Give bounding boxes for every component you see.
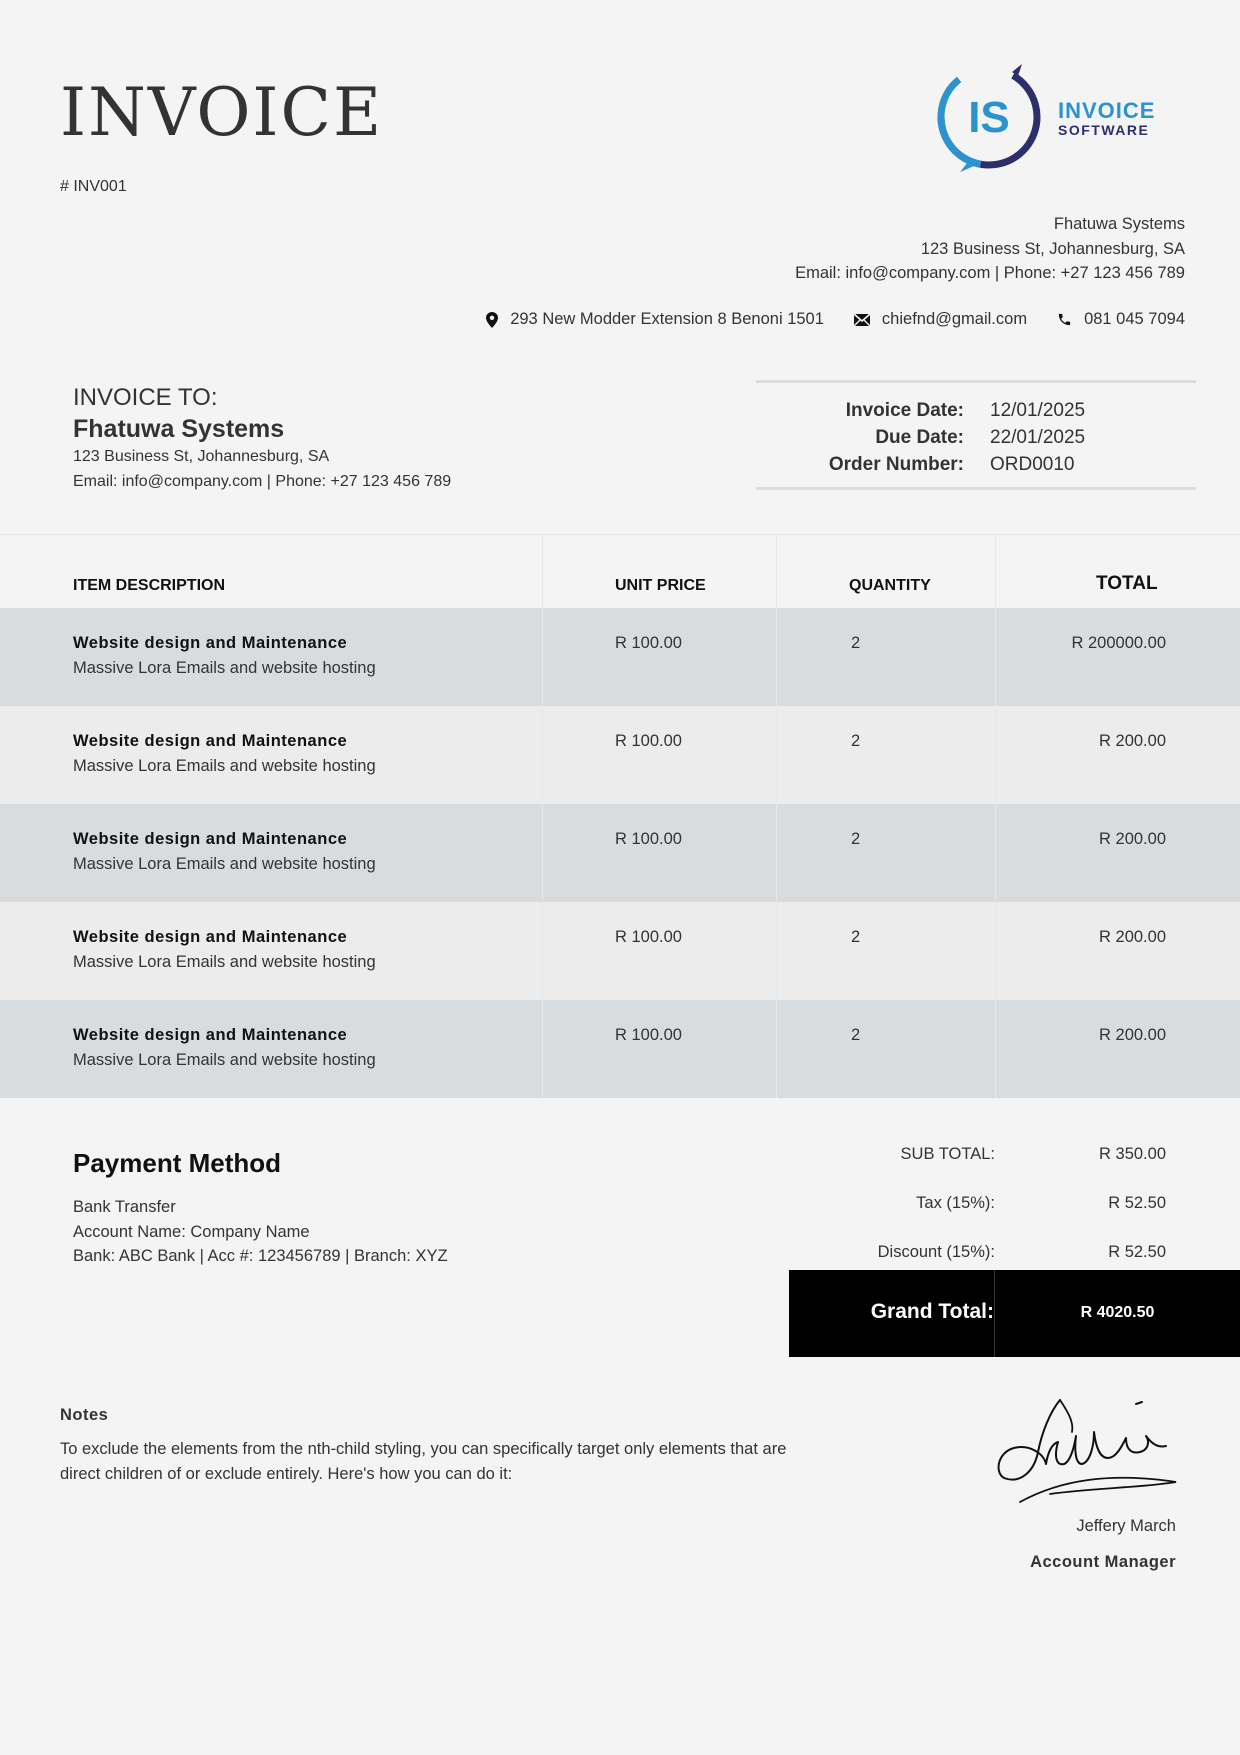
table-row [0, 804, 1240, 902]
bill-to-contact: Email: info@company.com | Phone: +27 123 456 789 [73, 473, 452, 490]
order-number-value: ORD0010 [990, 453, 1075, 475]
tax-row [789, 1179, 1240, 1228]
table-row [0, 608, 1240, 706]
item-unit-price: R 100.00 [543, 1000, 777, 1098]
payment-bank-details: Bank: ABC Bank | Acc #: 123456789 | Branch: XYZ [73, 1247, 448, 1265]
due-date-label: Due Date: [875, 426, 964, 448]
item-subtitle: Massive Lora Emails and website hosting [73, 953, 376, 971]
item-title: Website design and Maintenance [73, 634, 348, 652]
contact-email[interactable] [854, 310, 1027, 329]
item-title: Website design and Maintenance [73, 732, 348, 750]
logo-text-invoice: INVOICE [1058, 98, 1156, 123]
bill-to-section [73, 384, 451, 494]
grand-total-bar [789, 1270, 1240, 1357]
notes-title: Notes [60, 1406, 109, 1424]
item-quantity: 2 [777, 902, 996, 1000]
envelope-icon [854, 313, 870, 327]
phone-icon [1057, 312, 1072, 327]
due-date-value: 22/01/2025 [990, 426, 1086, 448]
signer-name: Jeffery March [1076, 1517, 1176, 1535]
item-quantity: 2 [777, 804, 996, 902]
payment-account-name: Account Name: Company Name [73, 1222, 310, 1241]
tax-value: R 52.50 [1108, 1194, 1166, 1212]
invoice-date-row [756, 397, 1196, 424]
table-row [0, 902, 1240, 1000]
subtotal-label: SUB TOTAL: [900, 1145, 995, 1163]
order-number-row [756, 451, 1196, 478]
table-row [0, 706, 1240, 804]
item-total: R 200.00 [1099, 1026, 1166, 1044]
tax-label: Tax (15%): [916, 1194, 995, 1212]
bill-to-name: Fhatuwa Systems [73, 415, 285, 443]
notes-text: To exclude the elements from the nth-child styling, you can specifically target only elements that are direct children of or exclude entirely. Here's how you can do it: [60, 1440, 787, 1483]
totals-section [789, 1130, 1240, 1277]
item-unit-price: R 100.00 [543, 804, 777, 902]
item-description-cell [0, 608, 543, 706]
contact-address [486, 310, 824, 329]
payment-method-section [73, 1148, 448, 1269]
company-name: Fhatuwa Systems [1053, 215, 1185, 233]
item-unit-price: R 100.00 [543, 608, 777, 706]
bill-to-label: INVOICE TO: [73, 384, 218, 411]
grand-total-label: Grand Total: [789, 1270, 995, 1357]
items-table [0, 534, 1240, 1098]
table-row [0, 1000, 1240, 1098]
payment-method-title: Payment Method [73, 1148, 282, 1178]
header-total: TOTAL [1096, 573, 1158, 594]
invoice-number: # INV001 [60, 178, 127, 195]
bill-to-address: 123 Business St, Johannesburg, SA [73, 448, 330, 465]
signer-role: Account Manager [1030, 1553, 1176, 1571]
item-title: Website design and Maintenance [73, 928, 348, 946]
item-unit-price: R 100.00 [543, 902, 777, 1000]
discount-label: Discount (15%): [877, 1243, 995, 1261]
table-header-row [0, 534, 1240, 608]
grand-total-value: R 4020.50 [1080, 1304, 1155, 1321]
company-info [795, 212, 1185, 286]
contact-address-text: 293 New Modder Extension 8 Benoni 1501 [510, 310, 824, 328]
item-total: R 200.00 [1099, 928, 1166, 946]
company-address: 123 Business St, Johannesburg, SA [920, 239, 1185, 258]
header-unit-price: UNIT PRICE [543, 535, 777, 608]
item-total: R 200000.00 [1071, 634, 1166, 652]
invoice-date-label: Invoice Date: [845, 399, 964, 421]
item-quantity: 2 [777, 608, 996, 706]
item-unit-price: R 100.00 [543, 706, 777, 804]
item-description-cell [0, 902, 543, 1000]
notes-section [60, 1406, 820, 1486]
company-contact: Email: info@company.com | Phone: +27 123 456 789 [795, 264, 1185, 282]
due-date-row [756, 424, 1196, 451]
item-quantity: 2 [777, 706, 996, 804]
item-subtitle: Massive Lora Emails and website hosting [73, 757, 376, 775]
item-description-cell [0, 706, 543, 804]
item-title: Website design and Maintenance [73, 830, 348, 848]
item-total: R 200.00 [1099, 732, 1166, 750]
subtotal-value: R 350.00 [1099, 1145, 1166, 1163]
payment-method-type: Bank Transfer [73, 1198, 176, 1216]
contact-email-text[interactable]: chiefnd@gmail.com [881, 310, 1028, 328]
item-subtitle: Massive Lora Emails and website hosting [73, 855, 376, 873]
logo-text-software: SOFTWARE [1058, 122, 1150, 138]
item-description-cell [0, 1000, 543, 1098]
item-subtitle: Massive Lora Emails and website hosting [73, 1051, 376, 1069]
header-quantity: QUANTITY [777, 535, 996, 608]
logo-letters: IS [968, 93, 1010, 142]
header-item-description: ITEM DESCRIPTION [0, 535, 543, 608]
order-number-label: Order Number: [828, 453, 964, 475]
subtotal-row [789, 1130, 1240, 1179]
invoice-date-value: 12/01/2025 [990, 399, 1086, 421]
item-total: R 200.00 [1099, 830, 1166, 848]
invoice-title: INVOICE [60, 74, 384, 151]
signature-image [990, 1392, 1180, 1512]
discount-value: R 52.50 [1108, 1243, 1166, 1261]
contact-phone[interactable] [1057, 310, 1185, 329]
item-quantity: 2 [777, 1000, 996, 1098]
item-subtitle: Massive Lora Emails and website hosting [73, 659, 376, 677]
map-pin-icon [486, 312, 498, 328]
contact-bar [456, 310, 1185, 329]
item-description-cell [0, 804, 543, 902]
item-title: Website design and Maintenance [73, 1026, 348, 1044]
contact-phone-text[interactable]: 081 045 7094 [1084, 310, 1185, 328]
invoice-meta [756, 380, 1196, 490]
